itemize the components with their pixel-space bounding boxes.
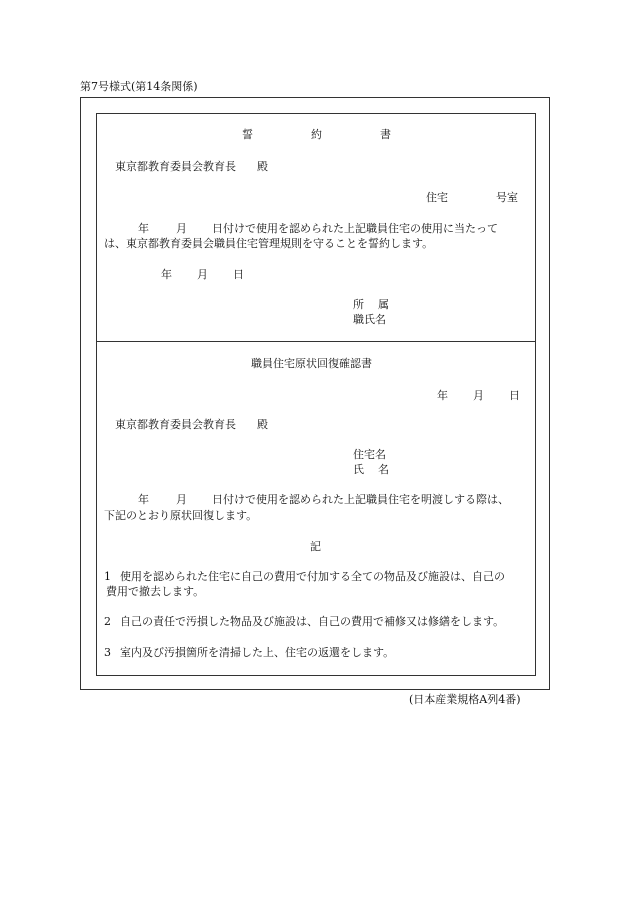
restoration-housing-name-label: 住宅名 [353, 448, 386, 461]
pledge-affiliation-label-1: 所 [353, 298, 364, 311]
pledge-name-label: 職氏名 [353, 313, 386, 326]
restoration-date-month: 月 [473, 389, 484, 402]
item-number: 2 [104, 615, 111, 628]
section-divider [96, 341, 536, 342]
pledge-body-line1: 日付けで使用を認められた上記職員住宅の使用に当たって [212, 222, 498, 235]
restoration-title: 職員住宅原状回復確認書 [251, 357, 372, 370]
item-text-line1: 自己の責任で汚損した物品及び施設は、自己の費用で補修又は修繕をします。 [120, 615, 505, 628]
pledge-body-line2: は、東京都教育委員会職員住宅管理規則を守ることを誓約します。 [104, 237, 434, 250]
item-number: 1 [104, 570, 111, 583]
pledge-date-year: 年 [161, 268, 172, 281]
restoration-body-line1: 日付けで使用を認められた上記職員住宅を明渡しする際は、 [212, 493, 509, 506]
item-text-line2: 費用で撤去します。 [106, 585, 205, 598]
restoration-honorific: 殿 [257, 418, 268, 431]
pledge-body-month: 月 [176, 222, 187, 235]
form-label: 第7号様式(第14条関係) [80, 80, 198, 93]
restoration-body-year: 年 [138, 493, 149, 506]
restoration-addressee: 東京都教育委員会教育長 [115, 418, 236, 431]
ki-heading: 記 [310, 540, 321, 553]
restoration-date-day: 日 [509, 389, 520, 402]
pledge-addressee: 東京都教育委員会教育長 [115, 160, 236, 173]
restoration-body-line2: 下記のとおり原状回復します。 [104, 509, 258, 522]
restoration-body-month: 月 [176, 493, 187, 506]
pledge-date-month: 月 [197, 268, 208, 281]
pledge-affiliation-label-2: 属 [378, 298, 389, 311]
restoration-name-label-1: 氏 [353, 463, 364, 476]
item-text-line1: 使用を認められた住宅に自己の費用で付加する全ての物品及び施設は、自己の [120, 570, 505, 583]
pledge-honorific: 殿 [257, 160, 268, 173]
pledge-body-year: 年 [138, 222, 149, 235]
pledge-housing-label: 住宅 [426, 191, 448, 204]
pledge-title-char-3: 書 [380, 128, 391, 141]
pledge-title-char-2: 約 [311, 128, 322, 141]
pledge-date-day: 日 [233, 268, 244, 281]
restoration-date-year: 年 [437, 389, 448, 402]
pledge-room-label: 号室 [496, 191, 518, 204]
restoration-name-label-2: 名 [378, 463, 389, 476]
pledge-title-char-1: 誓 [242, 128, 253, 141]
paper-size-note: (日本産業規格A列4番) [409, 693, 521, 706]
item-number: 3 [104, 646, 111, 659]
item-text-line1: 室内及び汚損箇所を清掃した上、住宅の返還をします。 [120, 646, 395, 659]
